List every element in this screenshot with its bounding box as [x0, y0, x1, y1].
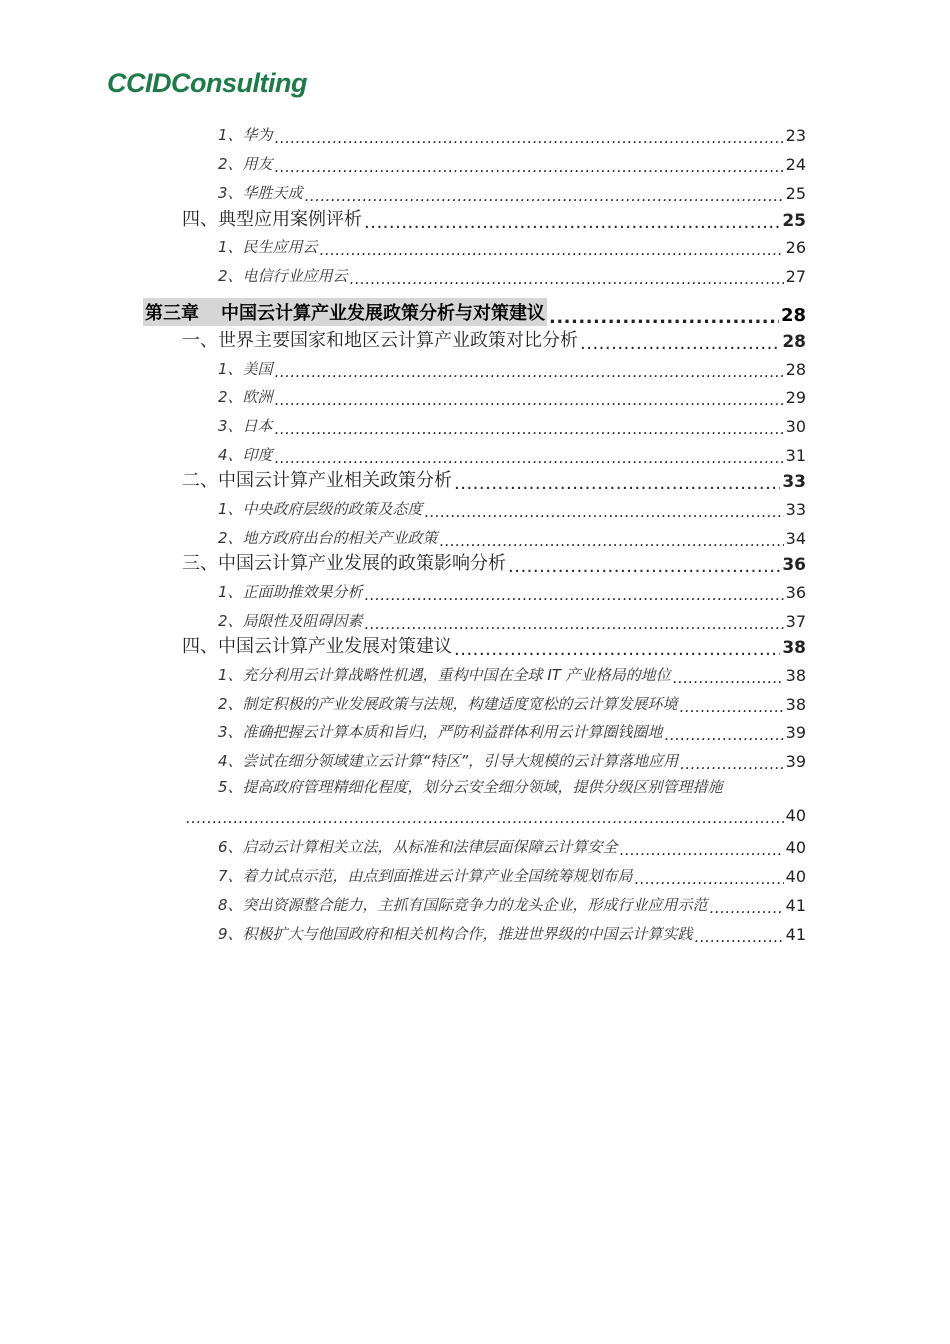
toc-entry-title [218, 923, 693, 944]
toc-entry-text: 积极扩大与他国政府和相关机构合作，推进世界级的中国云计算实践 [242, 925, 693, 943]
toc-entry-number: 1、 [218, 238, 243, 256]
toc-entry-text: 欧洲 [242, 388, 273, 406]
toc-entry-text: 尝试在细分领域建立云计算“特区”，引导大规模的云计算落地应用 [242, 752, 679, 770]
toc-page-number: 28 [782, 332, 806, 352]
toc-entry-text: 电信行业应用云 [242, 267, 348, 285]
toc-entry[interactable] [182, 549, 806, 575]
toc-entry-number: 2、 [218, 267, 243, 285]
toc-entry-text: 准确把握云计算本质和旨归，严防利益群体利用云计算圈钱圈地 [242, 723, 663, 741]
toc-leader-dots [508, 557, 780, 575]
toc-entry[interactable] [182, 326, 806, 352]
toc-entry-text: 日本 [242, 417, 273, 435]
toc-entry[interactable] [218, 179, 806, 203]
toc-entry-number: 四、 [182, 209, 218, 230]
toc-entry-number: 2、 [218, 155, 243, 173]
toc-page-number: 23 [785, 126, 806, 145]
toc-entry-number: 第三章 [145, 303, 199, 324]
toc-page-number: 36 [782, 555, 806, 575]
toc-entry-number: 4、 [218, 446, 243, 464]
toc-entry-title [218, 721, 663, 742]
toc-entry-text: 中国云计算产业相关政策分析 [218, 470, 452, 491]
toc-page-number: 28 [780, 305, 806, 326]
toc-entry-text: 民生应用云 [242, 238, 318, 256]
toc-entry-number: 6、 [218, 838, 243, 856]
toc-entry-text: 正面助推效果分析 [242, 583, 363, 601]
toc-page-number: 24 [785, 155, 806, 174]
toc-entry-text: 印度 [242, 446, 273, 464]
toc-leader-dots [425, 504, 784, 519]
toc-entry-title [218, 498, 423, 519]
toc-entry[interactable] [218, 862, 806, 886]
toc-entry[interactable] [182, 466, 806, 492]
toc-entry[interactable] [218, 412, 806, 436]
toc-page-number: 27 [785, 267, 806, 286]
toc-page-number: 39 [785, 752, 806, 771]
toc-entry-number: 1、 [218, 583, 243, 601]
toc-page-number: 40 [785, 867, 806, 886]
toc-entry[interactable] [218, 495, 806, 519]
toc-entry-title [218, 444, 273, 465]
toc-entry-number: 3、 [218, 417, 243, 435]
toc-entry[interactable] [218, 891, 806, 915]
toc-entry-title [218, 415, 273, 436]
toc-entry-title [218, 610, 363, 631]
toc-entry-title [218, 836, 618, 857]
toc-entry-text: 启动云计算相关立法，从标准和法律层面保障云计算安全 [242, 838, 618, 856]
toc-entry-title [182, 549, 506, 575]
toc-entry-text: 用友 [242, 155, 273, 173]
toc-entry-text: 中国云计算产业发展政策分析与对策建议 [221, 303, 545, 324]
toc-leader-dots [364, 213, 780, 231]
toc-leader-dots [275, 450, 784, 465]
toc-entry-text: 局限性及阻碍因素 [242, 612, 363, 630]
toc-leader-dots [275, 364, 784, 379]
toc-page-number: 33 [785, 500, 806, 519]
toc-entry[interactable] [218, 524, 806, 548]
toc-leader-dots [305, 188, 784, 203]
toc-entry[interactable] [218, 718, 806, 742]
toc-entry-number: 8、 [218, 896, 243, 914]
toc-page-number: 31 [785, 446, 806, 465]
toc-entry-number: 2、 [218, 612, 243, 630]
toc-leader-dots [365, 616, 784, 631]
toc-leader-dots [695, 929, 784, 944]
toc-entry-continuation [186, 806, 806, 825]
toc-entry-title [218, 581, 363, 602]
toc-entry-number: 4、 [218, 752, 243, 770]
toc-entry-number: 2、 [218, 388, 243, 406]
toc-entry[interactable] [218, 578, 806, 602]
toc-leader-dots [275, 392, 784, 407]
toc-leader-dots [320, 242, 784, 257]
toc-page-number: 33 [782, 472, 806, 492]
toc-page-number: 34 [785, 529, 806, 548]
toc-leader-dots [440, 533, 784, 548]
toc-entry-number: 一、 [182, 330, 218, 351]
toc-entry-number: 三、 [182, 553, 218, 574]
toc-page-number: 26 [785, 238, 806, 257]
toc-entry-title [218, 865, 633, 886]
toc-entry[interactable] [218, 776, 806, 830]
toc-entry-text: 提高政府管理精细化程度，划分云安全细分领域，提供分级区别管理措施 [242, 778, 723, 796]
toc-entry-title [218, 386, 273, 407]
toc-entry-text: 制定积极的产业发展政策与法规，构建适度宽松的云计算发展环境 [242, 695, 678, 713]
toc-entry-number: 1、 [218, 126, 243, 144]
toc-entry[interactable] [218, 661, 806, 685]
toc-entry[interactable] [182, 632, 806, 658]
toc-entry[interactable] [218, 833, 806, 857]
toc-leader-dots [365, 587, 784, 602]
toc-page-number: 36 [785, 583, 806, 602]
toc-leader-dots [680, 699, 784, 714]
toc-leader-dots [275, 130, 784, 145]
toc-page-number: 38 [785, 666, 806, 685]
toc-entry-text: 典型应用案例评析 [218, 209, 362, 230]
toc-page-number: 25 [785, 184, 806, 203]
toc-entry-text: 美国 [242, 360, 273, 378]
toc-entry-title [218, 182, 303, 203]
toc-entry[interactable] [218, 441, 806, 465]
toc-leader-dots [665, 727, 784, 742]
toc-entry-number: 1、 [218, 360, 243, 378]
toc-entry-title [218, 894, 708, 915]
toc-page-number: 41 [785, 925, 806, 944]
toc-entry-number: 5、 [218, 778, 243, 796]
toc-page-number: 38 [782, 638, 806, 658]
toc-entry[interactable] [218, 233, 806, 257]
toc-entry-text: 世界主要国家和地区云计算产业政策对比分析 [218, 330, 578, 351]
toc-entry-number: 二、 [182, 470, 218, 491]
toc-leader-dots [680, 756, 784, 771]
toc-leader-dots [620, 842, 784, 857]
toc-leader-dots [549, 308, 779, 326]
toc-page-number: 38 [785, 695, 806, 714]
toc-entry-number: 3、 [218, 723, 243, 741]
toc-entry[interactable] [182, 205, 806, 231]
toc-entry-title [182, 326, 578, 352]
toc-entry[interactable] [218, 121, 806, 145]
toc-entry-title [143, 298, 547, 326]
toc-entry-text: 地方政府出台的相关产业政策 [242, 529, 438, 547]
toc-entry[interactable] [218, 607, 806, 631]
toc-entry-number: 3、 [218, 184, 243, 202]
toc-entry-text: 中国云计算产业发展的政策影响分析 [218, 553, 506, 574]
toc-entry-title [182, 632, 452, 658]
toc-entry-text: 华为 [242, 126, 273, 144]
toc-entry-title [218, 358, 273, 379]
toc-page-number: 28 [785, 360, 806, 379]
toc-entry-text: 突出资源整合能力，主抓有国际竞争力的龙头企业，形成行业应用示范 [242, 896, 708, 914]
toc-entry-title [218, 124, 273, 145]
toc-entry-title [218, 664, 671, 685]
toc-entry[interactable] [218, 747, 806, 771]
toc-entry-number: 2、 [218, 529, 243, 547]
toc-entry[interactable] [218, 150, 806, 174]
toc-entry-number: 1、 [218, 666, 243, 684]
toc-leader-dots [454, 640, 780, 658]
toc-page-number: 37 [785, 612, 806, 631]
toc-page-number: 29 [785, 388, 806, 407]
company-logo: CCIDConsulting [107, 68, 307, 98]
toc-leader-dots [454, 474, 780, 492]
toc-entry[interactable] [218, 920, 806, 944]
toc-entry-title [218, 527, 438, 548]
toc-entry-number: 2、 [218, 695, 243, 713]
toc-entry-number: 9、 [218, 925, 243, 943]
toc-page-number: 40 [785, 806, 806, 825]
toc-page-number: 41 [785, 896, 806, 915]
toc-entry-title [218, 693, 678, 714]
toc-leader-dots [673, 670, 784, 685]
toc-page-number: 25 [782, 211, 806, 231]
toc-entry-title [218, 236, 318, 257]
toc-entry[interactable] [218, 690, 806, 714]
toc-leader-dots [710, 900, 784, 915]
toc-page-number: 39 [785, 723, 806, 742]
toc-page-number: 40 [785, 838, 806, 857]
toc-entry-number: 四、 [182, 636, 218, 657]
toc-entry[interactable] [143, 300, 806, 326]
toc-entry-title [218, 265, 348, 286]
toc-entry-text: 华胜天成 [242, 184, 303, 202]
toc-entry-title [182, 205, 362, 231]
toc-page-number: 30 [785, 417, 806, 436]
toc-entry-title [218, 153, 273, 174]
toc-leader-dots [275, 159, 784, 174]
toc-entry[interactable] [218, 262, 806, 286]
toc-entry-text: 充分利用云计算战略性机遇，重构中国在全球 IT 产业格局的地位 [242, 666, 671, 684]
toc-entry-number: 1、 [218, 500, 243, 518]
toc-leader-dots [350, 271, 784, 286]
toc-entry[interactable] [218, 355, 806, 379]
toc-entry-title [182, 466, 452, 492]
toc-entry-text: 着力试点示范，由点到面推进云计算产业全国统筹规划布局 [242, 867, 633, 885]
toc-leader-dots [635, 871, 784, 886]
toc-entry-title [218, 776, 723, 797]
toc-entry-text: 中国云计算产业发展对策建议 [218, 636, 452, 657]
toc-leader-dots [186, 810, 784, 825]
toc-leader-dots [580, 334, 780, 352]
toc-entry-title [218, 750, 678, 771]
toc-leader-dots [275, 421, 784, 436]
toc-entry[interactable] [218, 383, 806, 407]
toc-entry-text: 中央政府层级的政策及态度 [242, 500, 423, 518]
toc-entry-number: 7、 [218, 867, 243, 885]
